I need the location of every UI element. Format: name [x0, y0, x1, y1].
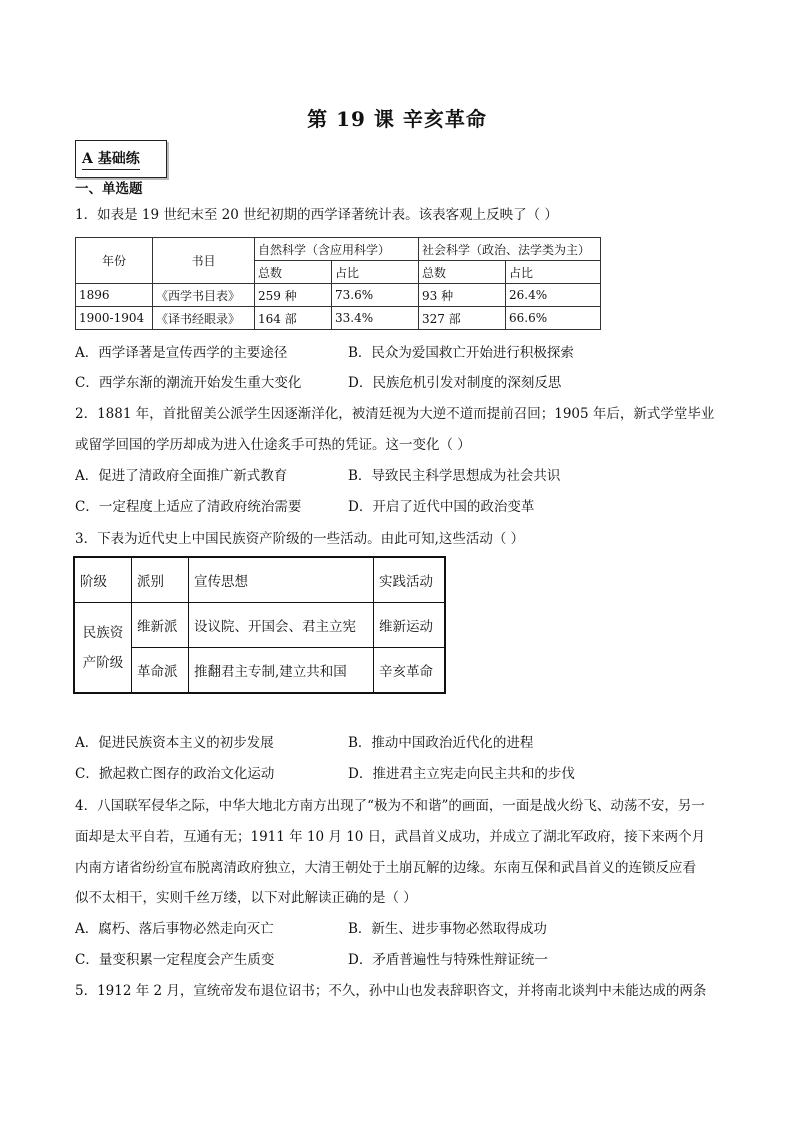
- q3-option-a: A．促进民族资本主义的初步发展: [75, 735, 274, 751]
- table-cell: 派别: [132, 557, 189, 603]
- table-cell: 社会科学（政治、法学类为主）: [419, 238, 601, 261]
- table-row: [74, 603, 445, 648]
- page-title: 第 19 课 辛亥革命: [307, 107, 487, 131]
- table-row: [76, 307, 601, 330]
- table-cell: 73.6%: [332, 284, 419, 307]
- q2-line-2: 或留学回国的学历却成为进入仕途炙手可热的凭证。这一变化（ ）: [75, 437, 471, 453]
- table-cell: 259 种: [255, 284, 332, 307]
- q4-line-1: 4．八国联军侵华之际，中华大地北方南方出现了“极为不和谐”的画面，一面是战火纷飞、动荡不安，另一: [75, 798, 705, 814]
- table-cell: 总数: [255, 261, 332, 284]
- q3-option-c: C．掀起救亡图存的政治文化运动: [75, 766, 275, 782]
- table-cell: 66.6%: [506, 307, 601, 330]
- table-cell: 实践活动: [374, 557, 446, 603]
- q3-stem: 3．下表为近代史上中国民族资产阶级的一些活动。由此可知,这些活动（ ）: [75, 531, 525, 547]
- section-badge: [75, 140, 167, 178]
- q2-option-d: D．开启了近代中国的政治变革: [348, 499, 535, 515]
- table-row: [76, 284, 601, 307]
- q2-option-a: A．促进了清政府全面推广新式教育: [75, 468, 288, 484]
- table-row: [74, 557, 445, 603]
- q1-table: [75, 237, 601, 330]
- q2-line-1: 2．1881 年，首批留美公派学生因逐渐洋化，被清廷视为大逆不道而提前召回；1905 年后，新式学堂毕业: [75, 406, 715, 422]
- q3-option-b: B．推动中国政治近代化的进程: [348, 735, 534, 751]
- q4-option-b: B．新生、进步事物必然取得成功: [348, 921, 547, 937]
- table-cell: 维新运动: [374, 603, 446, 648]
- table-cell: 维新派: [132, 603, 189, 648]
- table-cell: 自然科学（含应用科学）: [255, 238, 419, 261]
- table-cell: 93 种: [419, 284, 506, 307]
- q4-option-d: D．矛盾普遍性与特殊性辩证统一: [348, 952, 548, 968]
- table-cell: 《译书经眼录》: [153, 307, 255, 330]
- table-row: [76, 238, 601, 261]
- table-cell: 26.4%: [506, 284, 601, 307]
- table-cell: 1900-1904: [76, 307, 153, 330]
- table-cell: 民族资产阶级: [74, 603, 132, 694]
- table-cell: 《西学书目表》: [153, 284, 255, 307]
- table-cell: 占比: [506, 261, 601, 284]
- table-cell: 辛亥革命: [374, 648, 446, 694]
- table-cell: 33.4%: [332, 307, 419, 330]
- table-cell: 327 部: [419, 307, 506, 330]
- q1-stem: 1．如表是 19 世纪末至 20 世纪初期的西学译著统计表。该表客观上反映了（ ）: [75, 207, 558, 223]
- section-badge-label: A 基础练: [82, 148, 140, 170]
- q1-option-c: C．西学东渐的潮流开始发生重大变化: [75, 375, 302, 391]
- q3-table: [73, 556, 446, 694]
- q5-line-1: 5．1912 年 2 月，宣统帝发布退位诏书；不久，孙中山也发表辞职咨文，并将南北谈判中未能达成的两条: [75, 983, 707, 999]
- table-cell: 设议院、开国会、君主立宪: [189, 603, 374, 648]
- q4-option-a: A．腐朽、落后事物必然走向灭亡: [75, 921, 274, 937]
- q1-option-b: B．民众为爱国救亡开始进行积极探索: [348, 345, 574, 361]
- table-cell: 1896: [76, 284, 153, 307]
- table-cell: 占比: [332, 261, 419, 284]
- q1-option-d: D．民族危机引发对制度的深刻反思: [348, 375, 562, 391]
- table-cell: 164 部: [255, 307, 332, 330]
- q4-option-c: C．量变积累一定程度会产生质变: [75, 952, 275, 968]
- q4-line-3: 内南方诸省纷纷宣布脱离清政府独立，大清王朝处于土崩瓦解的边缘。东南互保和武昌首义的连锁反应看: [75, 860, 696, 876]
- section-heading: 一、单选题: [75, 181, 143, 197]
- table-cell: 推翻君主专制,建立共和国: [189, 648, 374, 694]
- table-cell: 总数: [419, 261, 506, 284]
- q1-option-a: A．西学译著是宣传西学的主要途径: [75, 345, 288, 361]
- table-cell: 书目: [153, 238, 255, 284]
- q2-option-c: C．一定程度上适应了清政府统治需要: [75, 499, 302, 515]
- table-cell: 年份: [76, 238, 153, 284]
- q3-option-d: D．推进君主立宪走向民主共和的步伐: [348, 766, 575, 782]
- table-cell: 阶级: [74, 557, 132, 603]
- q4-line-4: 似不太相干，实则千丝万缕，以下对此解读正确的是（ ）: [75, 890, 417, 906]
- q2-option-b: B．导致民主科学思想成为社会共识: [348, 468, 561, 484]
- q4-line-2: 面却是太平自若，互通有无；1911 年 10 月 10 日，武昌首义成功，并成立了湖北军政府，接下来两个月: [75, 829, 706, 845]
- table-cell: 宣传思想: [189, 557, 374, 603]
- table-cell: 革命派: [132, 648, 189, 694]
